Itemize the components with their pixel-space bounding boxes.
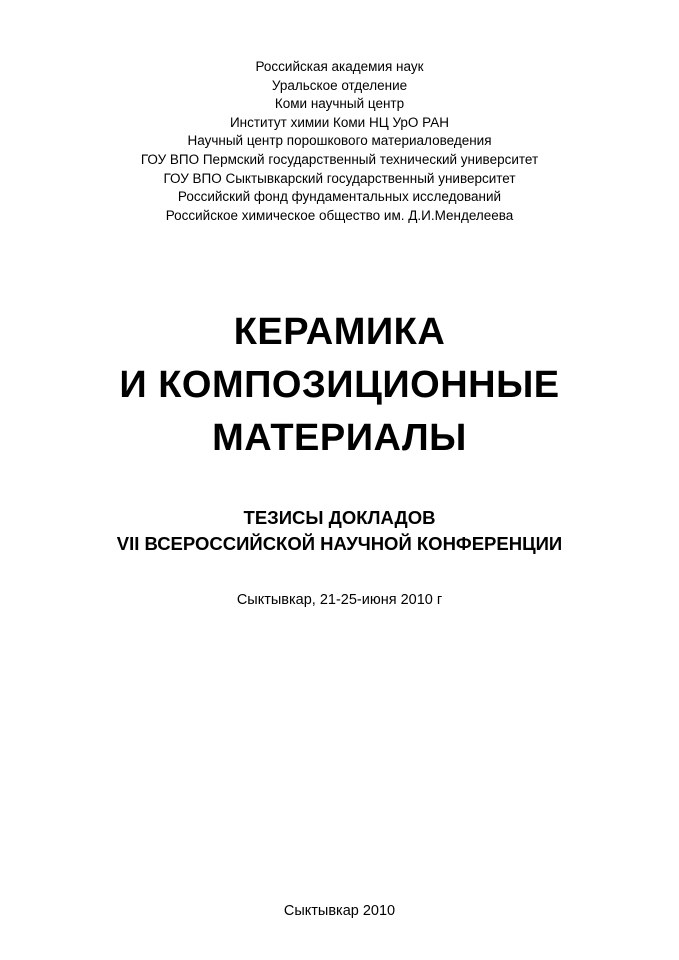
document-subtitle: [0, 505, 679, 557]
title-line: КЕРАМИКА: [233, 311, 446, 353]
venue-date: Сыктывкар, 21-25-июня 2010 г: [236, 592, 443, 608]
organizations-block: [0, 58, 679, 225]
organization-line: Российская академия наук: [255, 59, 424, 74]
organization-line: Уральское отделение: [271, 77, 408, 93]
document-title: [0, 306, 679, 465]
organization-line: Институт химии Коми НЦ УрО РАН: [229, 114, 450, 130]
title-line: МАТЕРИАЛЫ: [212, 417, 467, 459]
subtitle-line: VII ВСЕРОССИЙСКОЙ НАУЧНОЙ КОНФЕРЕНЦИИ: [116, 533, 563, 554]
title-line: И КОМПОЗИЦИОННЫЕ: [119, 364, 560, 406]
subtitle-line: ТЕЗИСЫ ДОКЛАДОВ: [243, 507, 436, 528]
organization-line: ГОУ ВПО Пермский государственный технический университет: [140, 151, 539, 167]
imprint-city-year: Сыктывкар 2010: [283, 903, 396, 919]
organization-line: Научный центр порошкового материаловедения: [187, 133, 492, 149]
organization-line: Российский фонд фундаментальных исследований: [177, 189, 502, 205]
organization-line: ГОУ ВПО Сыктывкарский государственный университет: [163, 170, 516, 186]
organization-line: Коми научный центр: [274, 96, 405, 112]
organization-line: Российское химическое общество им. Д.И.Менделеева: [165, 207, 514, 223]
